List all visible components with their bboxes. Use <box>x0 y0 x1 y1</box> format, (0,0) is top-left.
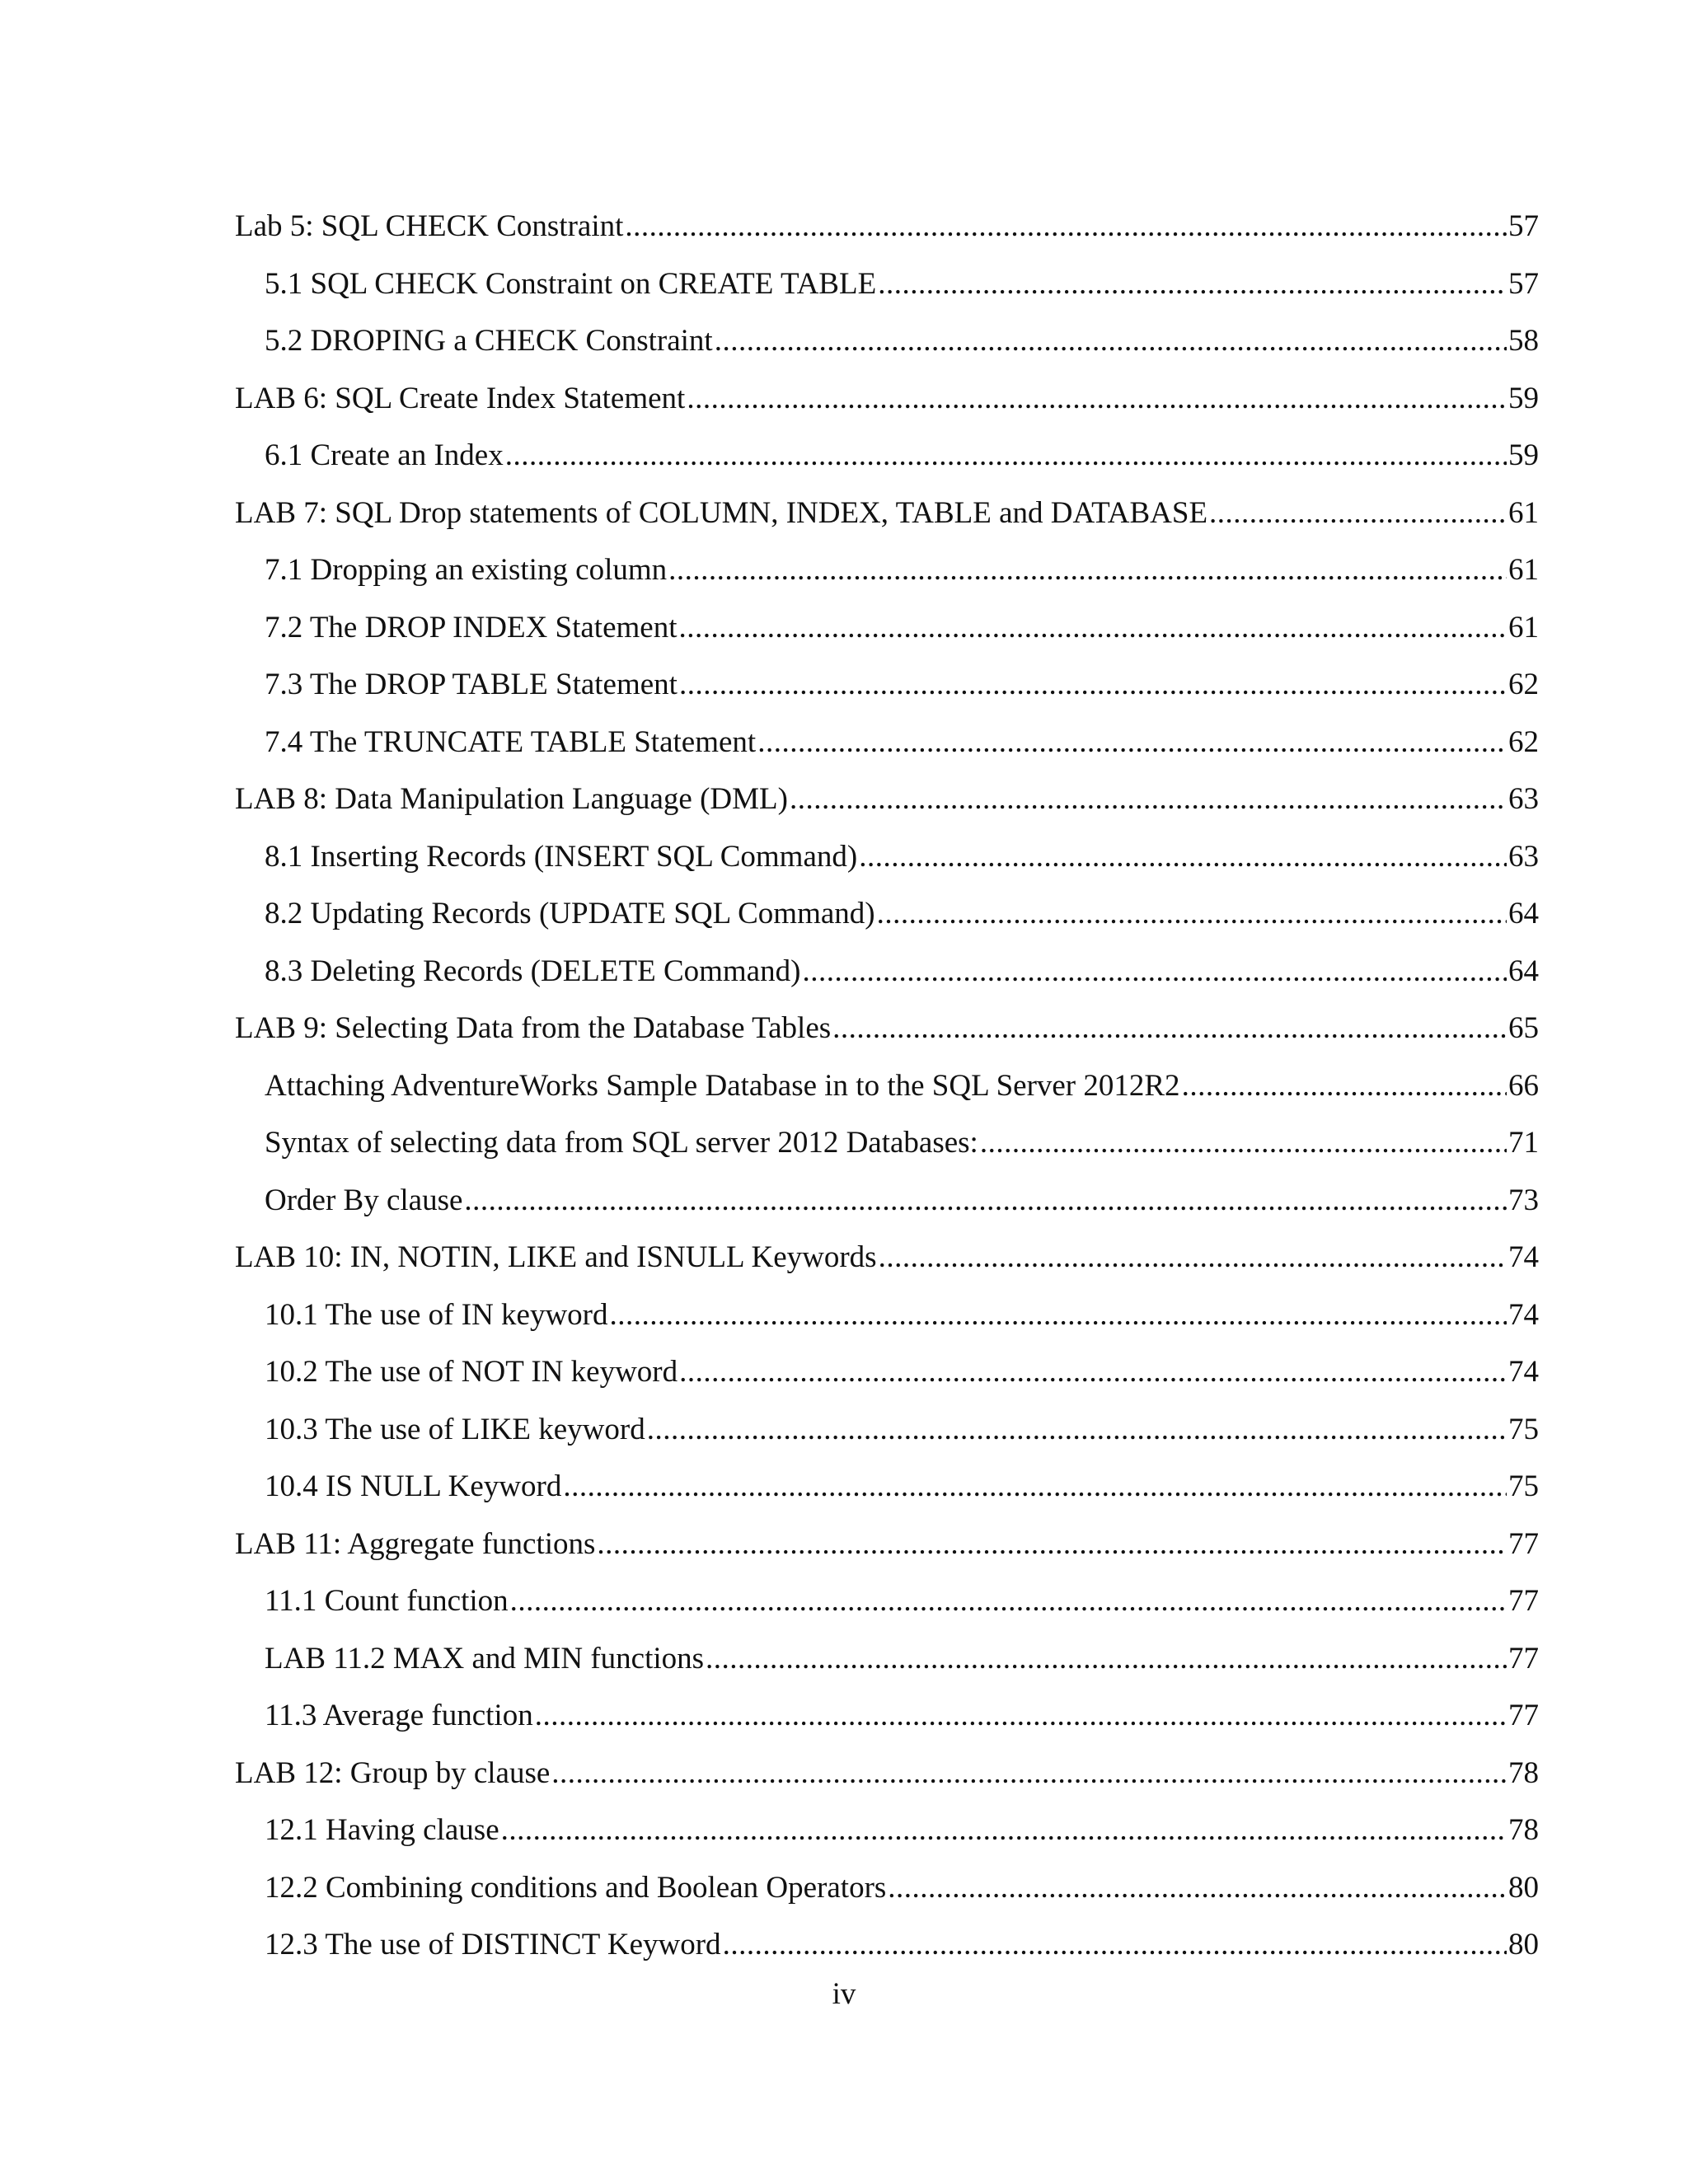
toc-entry-page: 57 <box>1508 266 1539 301</box>
toc-entry-page: 59 <box>1508 381 1539 415</box>
toc-subentry[interactable] <box>235 1114 1539 1172</box>
toc-entry[interactable] <box>235 370 1539 428</box>
toc-entry-title: 5.1 SQL CHECK Constraint on CREATE TABLE <box>265 266 877 301</box>
toc-entry-page: 73 <box>1508 1183 1539 1217</box>
toc-dot-leader <box>878 255 1507 313</box>
toc-entry-page: 59 <box>1508 438 1539 472</box>
toc-entry-title: LAB 11.2 MAX and MIN functions <box>265 1641 705 1675</box>
toc-entry-page: 74 <box>1508 1240 1539 1274</box>
toc-entry-page: 58 <box>1508 324 1539 358</box>
toc-dot-leader <box>551 1745 1507 1802</box>
toc-entry-page: 63 <box>1508 782 1539 816</box>
toc-entry-page: 65 <box>1508 1011 1539 1045</box>
toc-entry-title: Attaching AdventureWorks Sample Database in to the SQL Server 2012R2 <box>265 1068 1180 1103</box>
toc-entry-page: 77 <box>1508 1641 1539 1675</box>
toc-subentry[interactable] <box>235 541 1539 599</box>
toc-entry-page: 61 <box>1508 495 1539 530</box>
toc-entry-page: 62 <box>1508 724 1539 759</box>
toc-entry-page: 71 <box>1508 1126 1539 1160</box>
toc-subentry[interactable] <box>235 1630 1539 1688</box>
toc-entry-title: LAB 9: Selecting Data from the Database Tables <box>235 1011 832 1045</box>
toc-dot-leader <box>679 656 1507 714</box>
toc-entry-title: Syntax of selecting data from SQL server 2012 Databases: <box>265 1126 978 1160</box>
toc-entry-title: 7.2 The DROP INDEX Statement <box>265 610 678 644</box>
toc-entry[interactable] <box>235 198 1539 255</box>
toc-subentry[interactable] <box>235 312 1539 370</box>
toc-subentry[interactable] <box>235 427 1539 485</box>
toc-dot-leader <box>679 1343 1507 1401</box>
toc-subentry[interactable] <box>235 1458 1539 1516</box>
toc-dot-leader <box>715 312 1507 370</box>
toc-subentry[interactable] <box>235 1859 1539 1917</box>
toc-entry-title: 8.2 Updating Records (UPDATE SQL Command) <box>265 897 875 930</box>
toc-entry-title: 6.1 Create an Index <box>265 438 504 472</box>
toc-entry[interactable] <box>235 771 1539 828</box>
toc-subentry[interactable] <box>235 656 1539 714</box>
toc-entry-title: 10.1 The use of IN keyword <box>265 1297 608 1332</box>
toc-dot-leader <box>757 714 1507 771</box>
toc-dot-leader <box>678 599 1507 657</box>
toc-subentry[interactable] <box>235 255 1539 313</box>
toc-entry-page: 61 <box>1508 610 1539 644</box>
toc-entry-title: 7.1 Dropping an existing column <box>265 553 668 587</box>
toc-subentry[interactable] <box>235 1343 1539 1401</box>
toc-entry-page: 74 <box>1508 1297 1539 1332</box>
toc-dot-leader <box>535 1687 1507 1745</box>
toc-entry[interactable] <box>235 1745 1539 1802</box>
toc-entry-title: LAB 12: Group by clause <box>235 1755 551 1790</box>
toc-entry-page: 78 <box>1508 1755 1539 1790</box>
toc-entry-page: 64 <box>1508 954 1539 988</box>
toc-entry-page: 61 <box>1508 553 1539 587</box>
toc-dot-leader <box>687 370 1507 428</box>
toc-dot-leader <box>706 1630 1507 1688</box>
toc-entry-title: 12.1 Having clause <box>265 1813 499 1847</box>
toc-dot-leader <box>877 885 1507 943</box>
toc-subentry[interactable] <box>235 1916 1539 1974</box>
toc-entry-title: 12.2 Combining conditions and Boolean Operators <box>265 1870 887 1905</box>
toc-subentry[interactable] <box>235 599 1539 657</box>
toc-entry[interactable] <box>235 1229 1539 1286</box>
toc-entry-page: 66 <box>1508 1068 1539 1103</box>
toc-dot-leader <box>464 1172 1507 1230</box>
toc-subentry[interactable] <box>235 828 1539 886</box>
toc-entry-title: Order By clause <box>265 1183 463 1217</box>
toc-dot-leader <box>802 943 1507 1001</box>
toc-entry-title: LAB 7: SQL Drop statements of COLUMN, INDEX, TABLE and DATABASE <box>235 495 1208 530</box>
toc-entry[interactable] <box>235 485 1539 542</box>
toc-dot-leader <box>888 1859 1507 1917</box>
toc-entry-page: 80 <box>1508 1928 1539 1961</box>
toc-subentry[interactable] <box>235 1802 1539 1859</box>
toc-entry-title: LAB 6: SQL Create Index Statement <box>235 381 686 415</box>
toc-entry-title: 8.1 Inserting Records (INSERT SQL Command) <box>265 839 858 874</box>
toc-dot-leader <box>723 1916 1507 1974</box>
toc-entry-page: 62 <box>1508 668 1539 701</box>
toc-entry-title: 8.3 Deleting Records (DELETE Command) <box>265 954 801 988</box>
toc-subentry[interactable] <box>235 1401 1539 1459</box>
toc-subentry[interactable] <box>235 885 1539 943</box>
toc-entry-title: 5.2 DROPING a CHECK Constraint <box>265 324 713 358</box>
toc-dot-leader <box>879 1229 1507 1286</box>
toc-entry-page: 77 <box>1508 1526 1539 1561</box>
toc-entry-page: 63 <box>1508 839 1539 874</box>
toc-entry-title: 10.4 IS NULL Keyword <box>265 1469 562 1503</box>
toc-entry-title: 7.3 The DROP TABLE Statement <box>265 668 678 701</box>
toc-dot-leader <box>1209 485 1507 542</box>
toc-entry-page: 77 <box>1508 1584 1539 1618</box>
toc-subentry[interactable] <box>235 1687 1539 1745</box>
toc-entry-title: LAB 10: IN, NOTIN, LIKE and ISNULL Keywords <box>235 1240 877 1274</box>
toc-subentry[interactable] <box>235 1172 1539 1230</box>
toc-subentry[interactable] <box>235 943 1539 1001</box>
toc-entry-title: 10.3 The use of LIKE keyword <box>265 1412 645 1446</box>
toc-entry-title: 10.2 The use of NOT IN keyword <box>265 1355 678 1389</box>
toc-dot-leader <box>505 427 1507 485</box>
toc-dot-leader <box>859 828 1507 886</box>
toc-entry-page: 74 <box>1508 1355 1539 1389</box>
toc-entry-title: 11.3 Average function <box>265 1699 533 1732</box>
toc-entry-page: 64 <box>1508 897 1539 930</box>
toc-entry-title: 7.4 The TRUNCATE TABLE Statement <box>265 724 757 759</box>
toc-dot-leader <box>610 1286 1507 1344</box>
toc-entry-title: 12.3 The use of DISTINCT Keyword <box>265 1928 721 1961</box>
toc-entry-title: Lab 5: SQL CHECK Constraint <box>235 209 624 243</box>
toc-entry-title: 11.1 Count function <box>265 1584 509 1618</box>
toc-entry[interactable] <box>235 1516 1539 1573</box>
toc-entry-page: 78 <box>1508 1813 1539 1847</box>
page-number: iv <box>832 1977 856 2011</box>
toc-dot-leader <box>563 1458 1507 1516</box>
toc-dot-leader <box>832 1000 1507 1057</box>
toc-entry[interactable] <box>235 1000 1539 1057</box>
toc-entry-page: 75 <box>1508 1469 1539 1503</box>
toc-dot-leader <box>790 771 1507 828</box>
toc-entry-title: LAB 8: Data Manipulation Language (DML) <box>235 782 788 816</box>
toc-dot-leader <box>501 1802 1507 1859</box>
toc-dot-leader <box>597 1516 1507 1573</box>
toc-entry-page: 77 <box>1508 1699 1539 1732</box>
toc-dot-leader <box>625 198 1507 255</box>
toc-dot-leader <box>980 1114 1507 1172</box>
table-of-contents <box>235 198 1539 1974</box>
toc-entry-page: 57 <box>1508 209 1539 243</box>
toc-dot-leader <box>668 541 1507 599</box>
toc-subentry[interactable] <box>235 1572 1539 1630</box>
toc-subentry[interactable] <box>235 714 1539 771</box>
toc-subentry[interactable] <box>235 1286 1539 1344</box>
toc-subentry[interactable] <box>235 1057 1539 1115</box>
toc-dot-leader <box>647 1401 1507 1459</box>
toc-entry-page: 80 <box>1508 1870 1539 1905</box>
toc-dot-leader <box>510 1572 1507 1630</box>
toc-entry-title: LAB 11: Aggregate functions <box>235 1526 596 1561</box>
toc-dot-leader <box>1182 1057 1507 1115</box>
toc-entry-page: 75 <box>1508 1412 1539 1446</box>
